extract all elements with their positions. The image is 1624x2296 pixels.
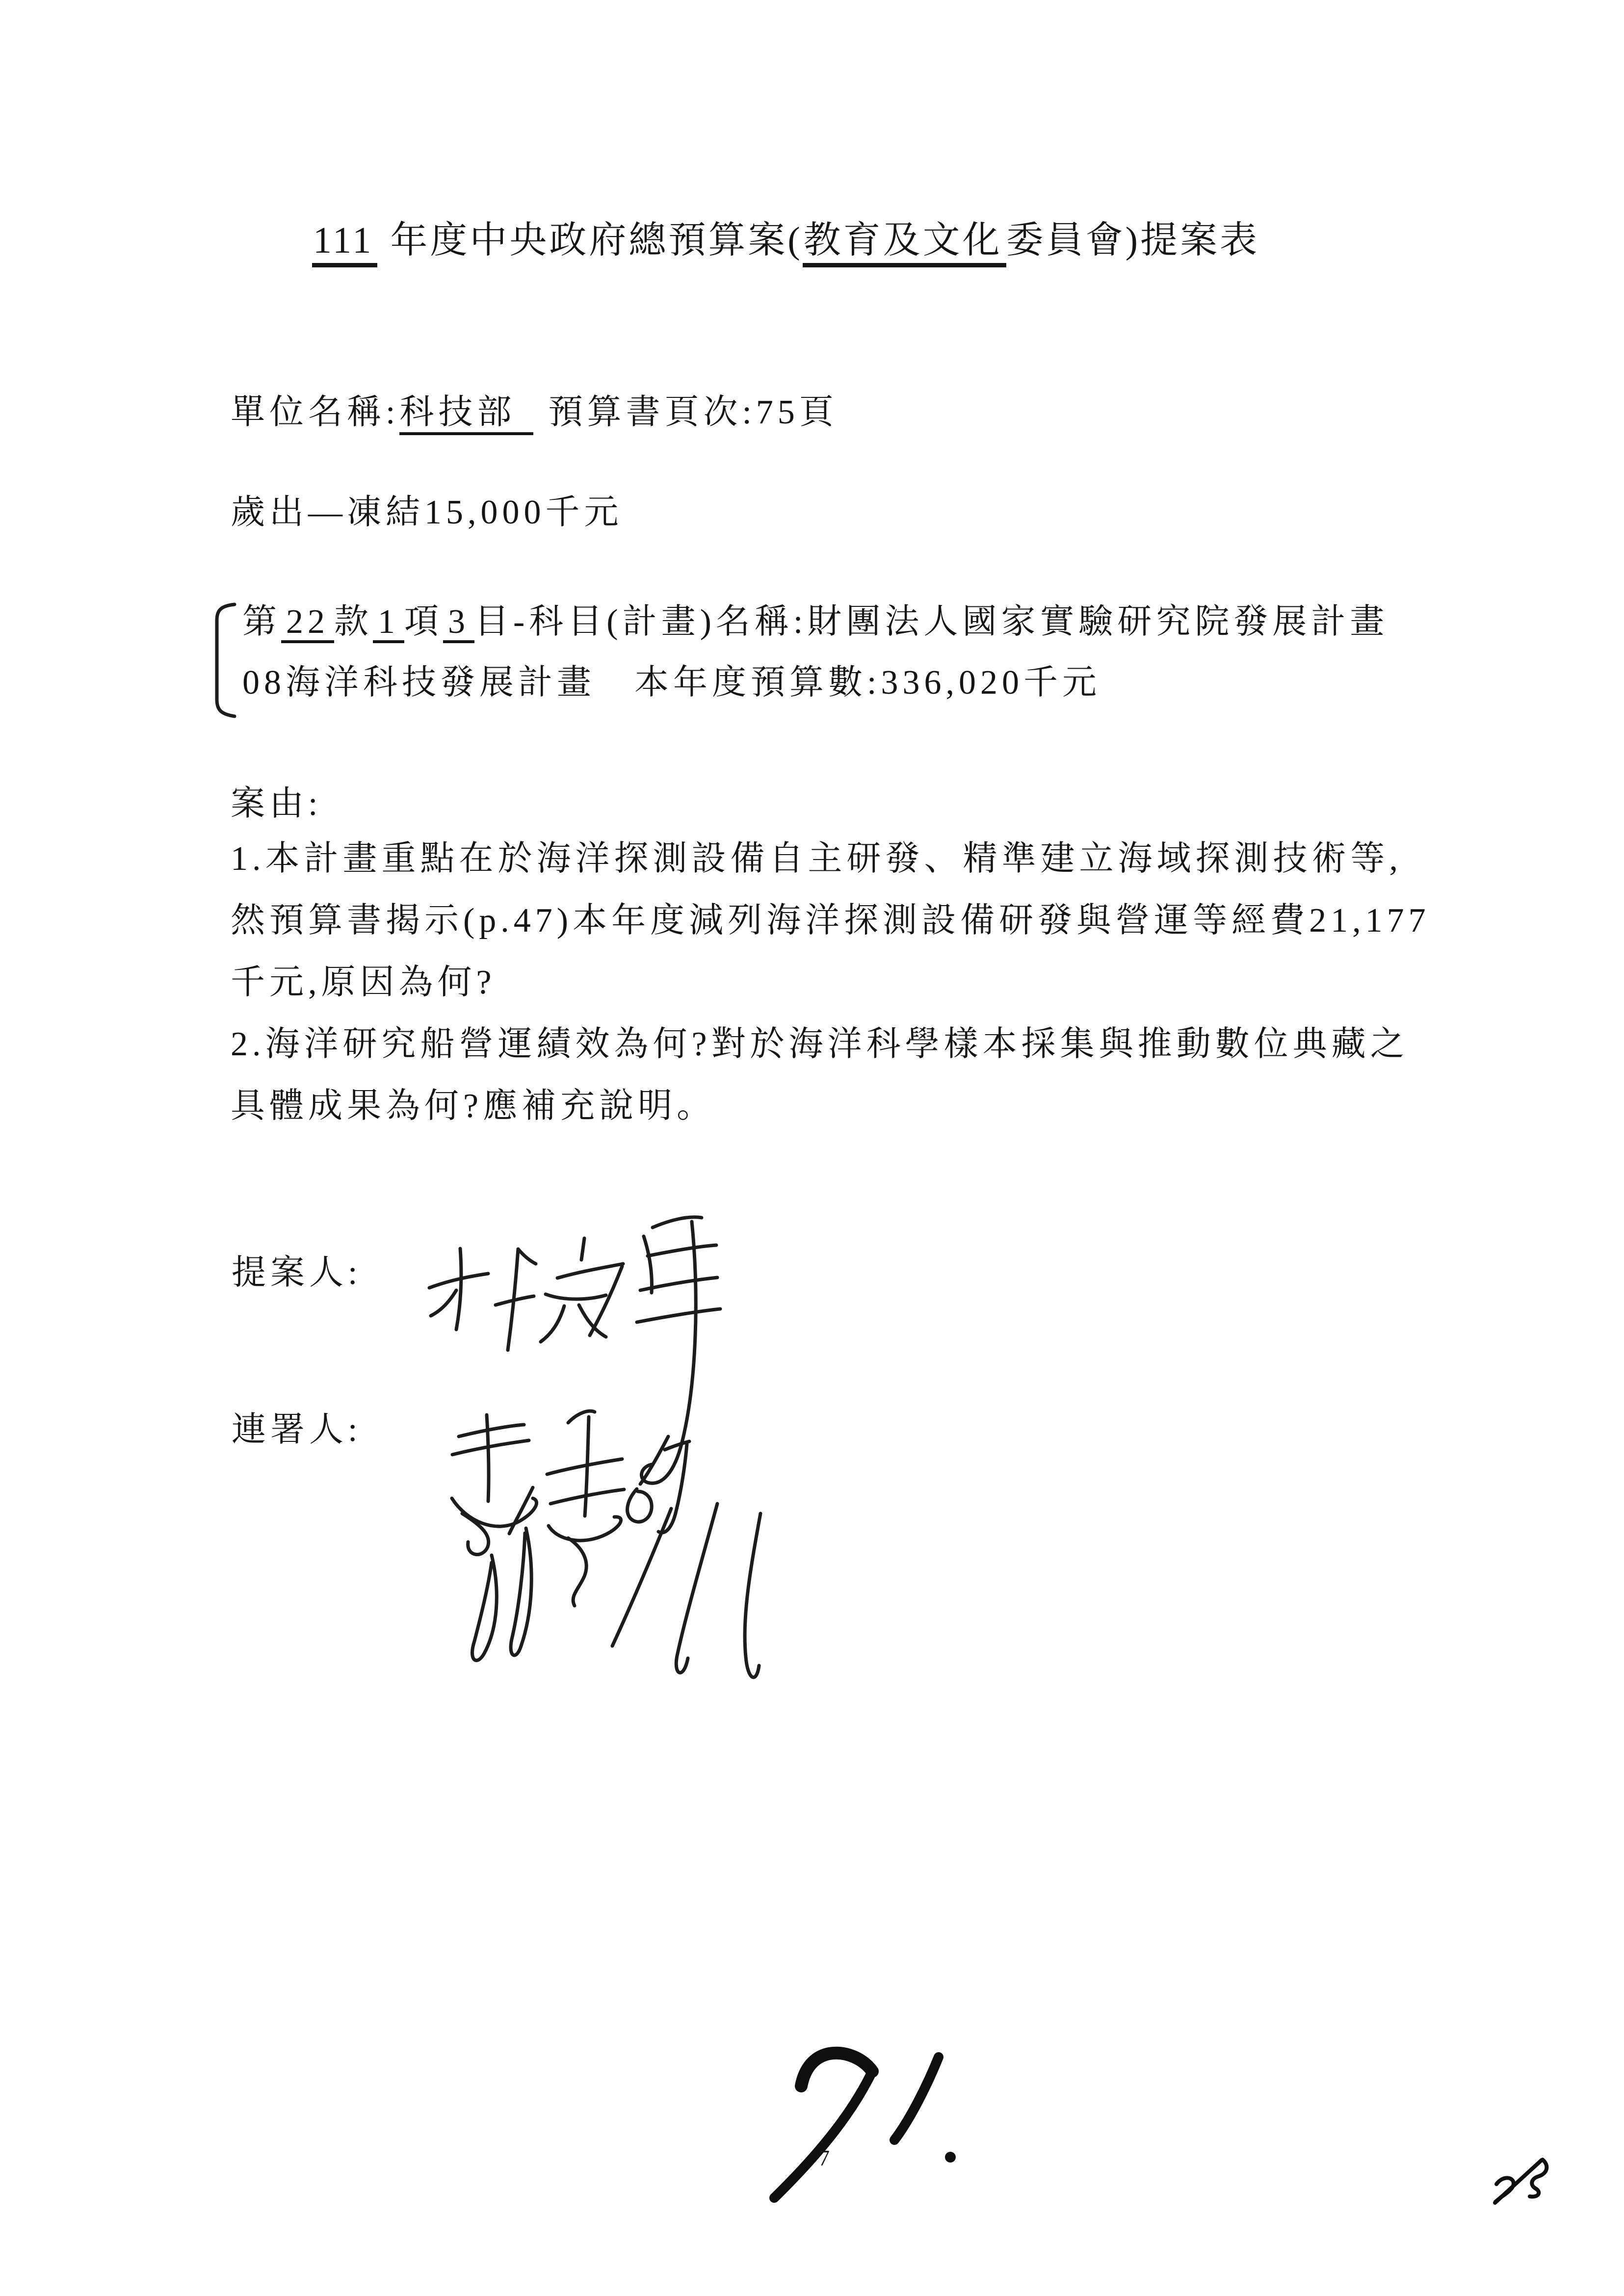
title-segment-b: 委員會)提案表 xyxy=(1006,220,1259,261)
page-number: 7 xyxy=(818,2145,830,2170)
clause-item-number-underlined: 1 xyxy=(373,605,404,643)
title-segment-a: 年度中央政府總預算案( xyxy=(390,220,803,261)
page-title xyxy=(312,222,1259,267)
title-year-underlined: 111 xyxy=(312,222,377,267)
proposer-label: 提案人: xyxy=(232,1254,362,1292)
clause-line-2: 08海洋科技發展計畫 本年度預算數:336,020千元 xyxy=(242,664,1101,702)
clause-bracket-icon xyxy=(210,601,236,719)
unit-name-underlined: 科技部 xyxy=(399,395,533,435)
clause-kuan-number-underlined: 22 xyxy=(281,605,334,643)
case-reason-line-3: 千元,原因為何? xyxy=(231,964,496,1001)
clause-subject-name: 目-科目(計畫)名稱:財團法人國家實驗研究院發展計畫 xyxy=(474,603,1389,641)
clause-prefix: 第 xyxy=(242,603,281,641)
case-reason-line-5: 具體成果為何?應補充說明。 xyxy=(231,1087,716,1125)
title-committee-underlined: 教育及文化 xyxy=(803,222,1006,267)
clause-line-1 xyxy=(242,605,1388,643)
handwritten-number-71 xyxy=(756,2026,1001,2222)
unit-label: 單位名稱: xyxy=(231,393,400,431)
cosigner-signature-2 xyxy=(442,1482,814,1697)
budget-page-ref: 預算書頁次:75頁 xyxy=(548,393,838,431)
cosigner-label: 連署人: xyxy=(232,1411,362,1449)
clause-mu-number-underlined: 3 xyxy=(443,605,474,643)
case-reason-label: 案由: xyxy=(231,785,322,823)
case-reason-line-4: 2.海洋研究船營運績效為何?對於海洋科學樣本採集與推動數位典藏之 xyxy=(231,1025,1409,1063)
clause-item-unit: 項 xyxy=(404,603,443,641)
case-reason-line-2: 然預算書揭示(p.47)本年度減列海洋探測設備研發與營運等經費21,177 xyxy=(231,902,1430,939)
expenditure-line: 歲出—凍結15,000千元 xyxy=(231,494,623,531)
unit-line xyxy=(231,395,838,435)
clause-kuan-unit: 款 xyxy=(334,603,373,641)
case-reason-line-1: 1.本計畫重點在於海洋探測設備自主研發、精準建立海域探測技術等, xyxy=(231,840,1402,878)
handwritten-corner-mark-25 xyxy=(1482,2154,1555,2213)
